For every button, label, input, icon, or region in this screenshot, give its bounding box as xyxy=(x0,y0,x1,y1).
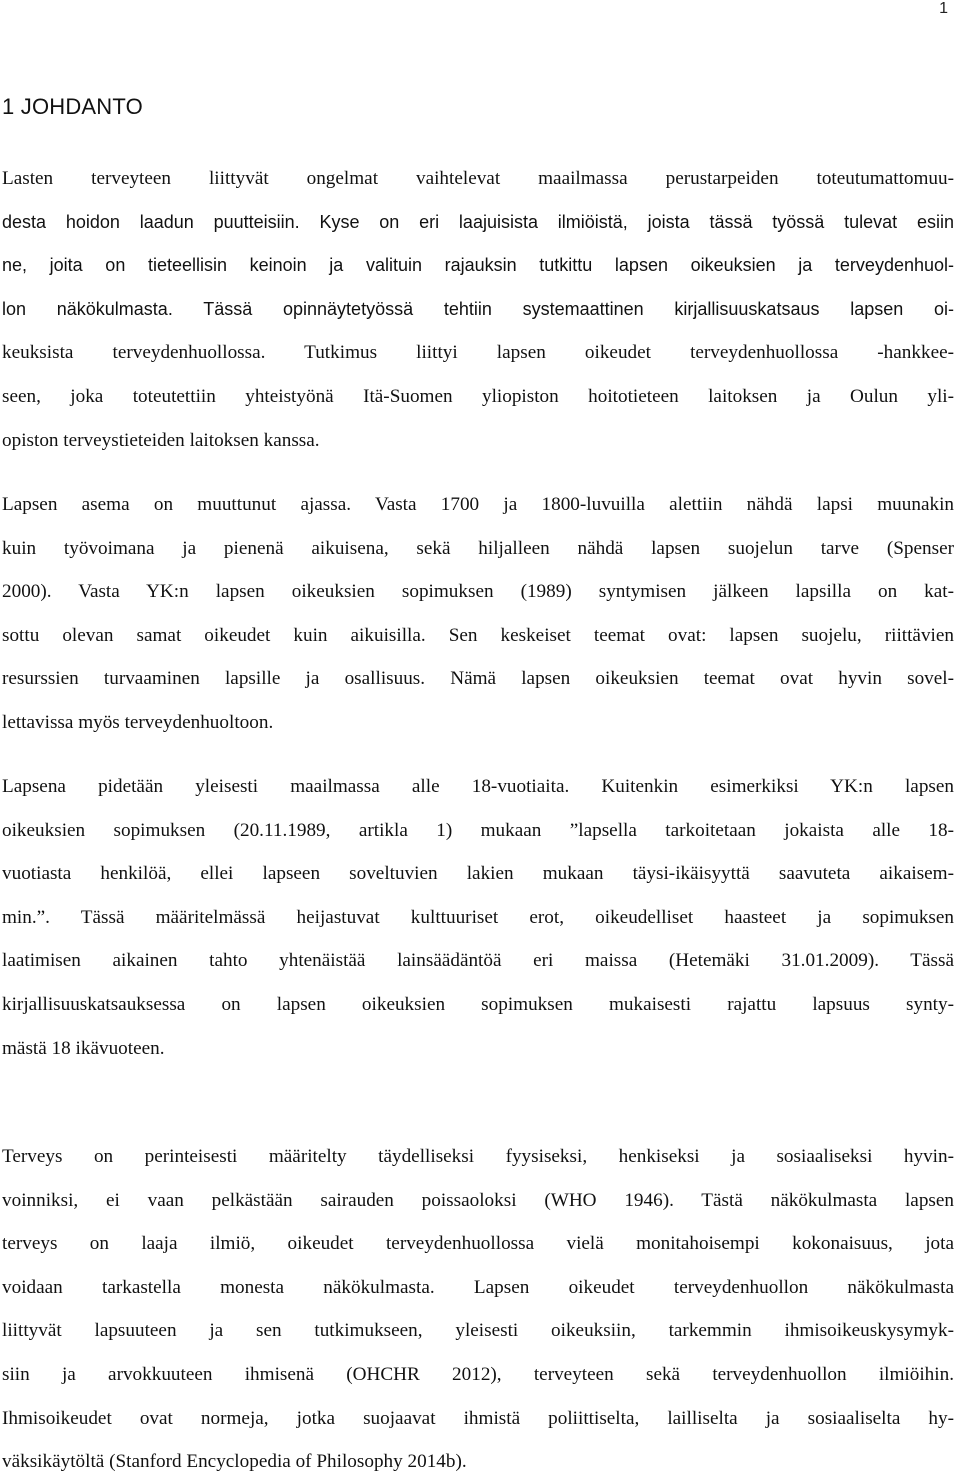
text-line: lon näkökulmasta. Tässä opinnäytetyössä tehtiin systemaattinen kirjallisuuskatsaus lapsen oi- xyxy=(2,298,954,319)
paragraph-child-status xyxy=(2,483,954,745)
text-line: Lapsen asema on muuttunut ajassa. Vasta 1700 ja 1800-luvuilla alettiin nähdä lapsi muunakin xyxy=(2,494,954,515)
text-line: ne, joita on tieteellisin keinoin ja valituin rajauksin tutkittu lapsen oikeuksien ja terveydenhuol- xyxy=(2,255,954,276)
text-line: oikeuksien sopimuksen (20.11.1989, artikla 1) mukaan ”lapsella tarkoitetaan jokaista alle 18- xyxy=(2,819,954,841)
text-line: keuksista terveydenhuollossa. Tutkimus liittyi lapsen oikeudet terveydenhuollossa -hankkee- xyxy=(2,342,954,364)
text-line: vuotiasta henkilöä, ellei lapseen soveltuvien lakien mukaan täysi-ikäisyyttä saavuteta aikaisem- xyxy=(2,863,954,885)
text-line: mästä 18 ikävuoteen. xyxy=(2,1037,165,1059)
text-line: Lapsena pidetään yleisesti maailmassa alle 18-vuotiaita. Kuitenkin esimerkiksi YK:n lapsen xyxy=(2,776,954,797)
text-line: Lasten terveyteen liittyvät ongelmat vaihtelevat maailmassa perustarpeiden toteutumattomuu- xyxy=(2,168,954,189)
text-line: siin ja arvokkuuteen ihmisenä (OHCHR 2012), terveyteen sekä terveydenhuollon ilmiöihin. xyxy=(2,1363,954,1385)
text-line: Ihmisoikeudet ovat normeja, jotka suojaavat ihmistä poliittiselta, lailliselta ja sosiaaliselta hy- xyxy=(2,1407,954,1429)
paragraph-introduction xyxy=(2,157,954,462)
text-line: Terveys on perinteisesti määritelty täydelliseksi fyysiseksi, henkiseksi ja sosiaaliseksi hyvin- xyxy=(2,1146,954,1167)
text-line: kirjallisuuskatsauksessa on lapsen oikeuksien sopimuksen mukaisesti rajattu lapsuus synty- xyxy=(2,993,954,1015)
text-line: 2000). Vasta YK:n lapsen oikeuksien sopimuksen (1989) syntymisen jälkeen lapsilla on kat- xyxy=(2,581,954,603)
text-line: opiston terveystieteiden laitoksen kanssa. xyxy=(2,429,320,451)
text-line: resurssien turvaaminen lapsille ja osallisuus. Nämä lapsen oikeuksien teemat ovat hyvin sovel- xyxy=(2,668,954,690)
text-line: terveys on laaja ilmiö, oikeudet terveydenhuollossa vielä monitahoisempi kokonaisuus, jota xyxy=(2,1233,954,1255)
text-line: lettavissa myös terveydenhuoltoon. xyxy=(2,711,274,733)
text-line: seen, joka toteutettiin yhteistyönä Itä-Suomen yliopiston hoitotieteen laitoksen ja Oulun yli- xyxy=(2,385,954,407)
text-line: liittyvät lapsuuteen ja sen tutkimukseen, yleisesti oikeuksiin, tarkemmin ihmisoikeuskysymyk- xyxy=(2,1320,954,1342)
paragraph-child-definition xyxy=(2,765,954,1070)
paragraph-health-definition xyxy=(2,1135,954,1484)
text-line: voinniksi, ei vaan pelkästään sairauden poissaoloksi (WHO 1946). Tästä näkökulmasta lapsen xyxy=(2,1189,954,1211)
text-line: desta hoidon laadun puutteisiin. Kyse on eri laajuisista ilmiöistä, joista tässä työssä tulevat esiin xyxy=(2,211,954,232)
text-line: voidaan tarkastella monesta näkökulmasta. Lapsen oikeudet terveydenhuollon näkökulmasta xyxy=(2,1276,954,1298)
text-line: laatimisen aikainen tahto yhtenäistää lainsäädäntöä eri maissa (Hetemäki 31.01.2009). Tässä xyxy=(2,950,954,972)
page-number: 1 xyxy=(939,0,948,17)
text-line: kuin työvoimana ja pienenä aikuisena, sekä hiljalleen nähdä lapsen suojelun tarve (Spenser xyxy=(2,537,954,559)
text-line: väksikäytöltä (Stanford Encyclopedia of Philosophy 2014b). xyxy=(2,1451,467,1473)
text-line: min.”. Tässä määritelmässä heijastuvat kulttuuriset erot, oikeudelliset haasteet ja sopimuksen xyxy=(2,906,954,928)
text-line: sottu olevan samat oikeudet kuin aikuisilla. Sen keskeiset teemat ovat: lapsen suojelu, riittävien xyxy=(2,624,954,646)
chapter-heading: 1 JOHDANTO xyxy=(2,94,143,119)
